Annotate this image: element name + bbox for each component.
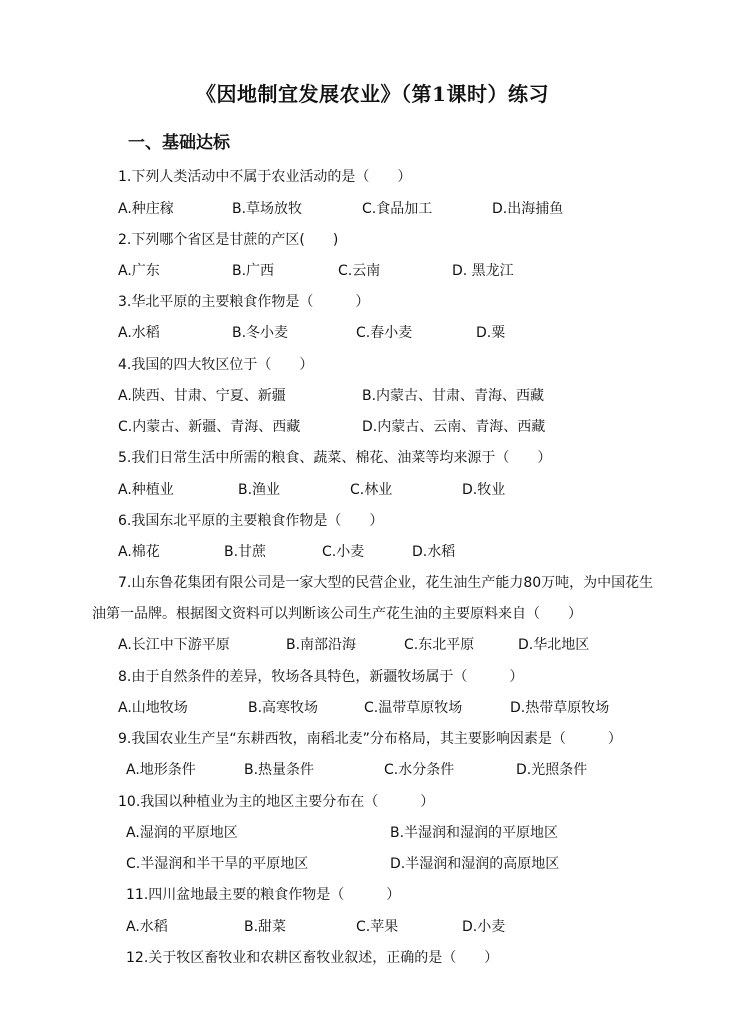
option: A.种庄稼: [118, 201, 174, 217]
option: D.出海捕鱼: [492, 201, 564, 217]
option: D.光照条件: [516, 762, 588, 778]
option: A.山地牧场: [118, 700, 188, 716]
option: D.小麦: [462, 919, 506, 935]
question-stem: 12.关于牧区畜牧业和农耕区畜牧业叙述，正确的是（ ）: [126, 950, 499, 966]
option: A.种植业: [118, 482, 174, 498]
question-stem: 5.我们日常生活中所需的粮食、蔬菜、棉花、油菜等均来源于（ ）: [118, 450, 552, 466]
option: B.半湿润和湿润的平原地区: [390, 825, 559, 841]
option: A.湿润的平原地区: [126, 825, 238, 841]
option: C.东北平原: [404, 637, 475, 653]
question-stem: 11.四川盆地最主要的粮食作物是（ ）: [126, 887, 401, 903]
option: A.水稻: [126, 919, 168, 935]
option: A.长江中下游平原: [118, 637, 230, 653]
option: B.内蒙古、甘肃、青海、西藏: [362, 388, 545, 404]
option: C.苹果: [356, 919, 399, 935]
question-stem: 10.我国以种植业为主的地区主要分布在（ ）: [118, 794, 435, 810]
option: D.半湿润和湿润的高原地区: [390, 856, 560, 872]
question-stem: 7.山东鲁花集团有限公司是一家大型的民营企业，花生油生产能力80万吨，为中国花生: [118, 575, 654, 591]
option: C.内蒙古、新疆、青海、西藏: [118, 419, 301, 435]
option: B.高寒牧场: [248, 700, 319, 716]
question-stem: 9.我国农业生产呈“东耕西牧，南稻北麦”分布格局，其主要影响因素是（ ）: [118, 731, 622, 747]
option: B.冬小麦: [232, 325, 289, 341]
option: C.小麦: [322, 544, 365, 560]
option: D.水稻: [412, 544, 456, 560]
option: D.华北地区: [518, 637, 590, 653]
question-stem: 1.下列人类活动中不属于农业活动的是（ ）: [118, 169, 412, 185]
option: B.热量条件: [244, 762, 315, 778]
option: B.草场放牧: [232, 201, 303, 217]
option: A.地形条件: [126, 762, 196, 778]
option: D. 黑龙江: [452, 263, 514, 279]
option: D.牧业: [462, 482, 506, 498]
option: C.春小麦: [356, 325, 413, 341]
option: A.棉花: [118, 544, 160, 560]
option: B.南部沿海: [286, 637, 357, 653]
option: C.食品加工: [362, 201, 433, 217]
option: C.温带草原牧场: [364, 700, 463, 716]
option: D.粟: [476, 325, 506, 341]
question-stem: 6.我国东北平原的主要粮食作物是（ ）: [118, 513, 384, 529]
question-stem: 3.华北平原的主要粮食作物是（ ）: [118, 294, 370, 310]
question-stem: 4.我国的四大牧区位于（ ）: [118, 357, 314, 373]
option: B.渔业: [238, 482, 281, 498]
question-stem: 2.下列哪个省区是甘蔗的产区( ): [118, 232, 339, 248]
section-heading: 一、基础达标: [128, 133, 230, 153]
option: C.半湿润和半干旱的平原地区: [126, 856, 309, 872]
option: C.林业: [350, 482, 393, 498]
option: C.云南: [338, 263, 381, 279]
option: D.内蒙古、云南、青海、西藏: [362, 419, 546, 435]
question-stem-continued: 油第一品牌。根据图文资料可以判断该公司生产花生油的主要原料来自（ ）: [92, 606, 582, 622]
option: B.甘蔗: [224, 544, 267, 560]
option: A.陕西、甘肃、宁夏、新疆: [118, 388, 286, 404]
option: C.水分条件: [384, 762, 455, 778]
option: B.广西: [232, 263, 275, 279]
option: A.广东: [118, 263, 160, 279]
option: D.热带草原牧场: [510, 700, 610, 716]
page-title: 《因地制宜发展农业》（第1课时）练习: [196, 82, 549, 106]
option: A.水稻: [118, 325, 160, 341]
question-stem: 8.由于自然条件的差异，牧场各具特色，新疆牧场属于（ ）: [118, 669, 524, 685]
option: B.甜菜: [244, 919, 287, 935]
